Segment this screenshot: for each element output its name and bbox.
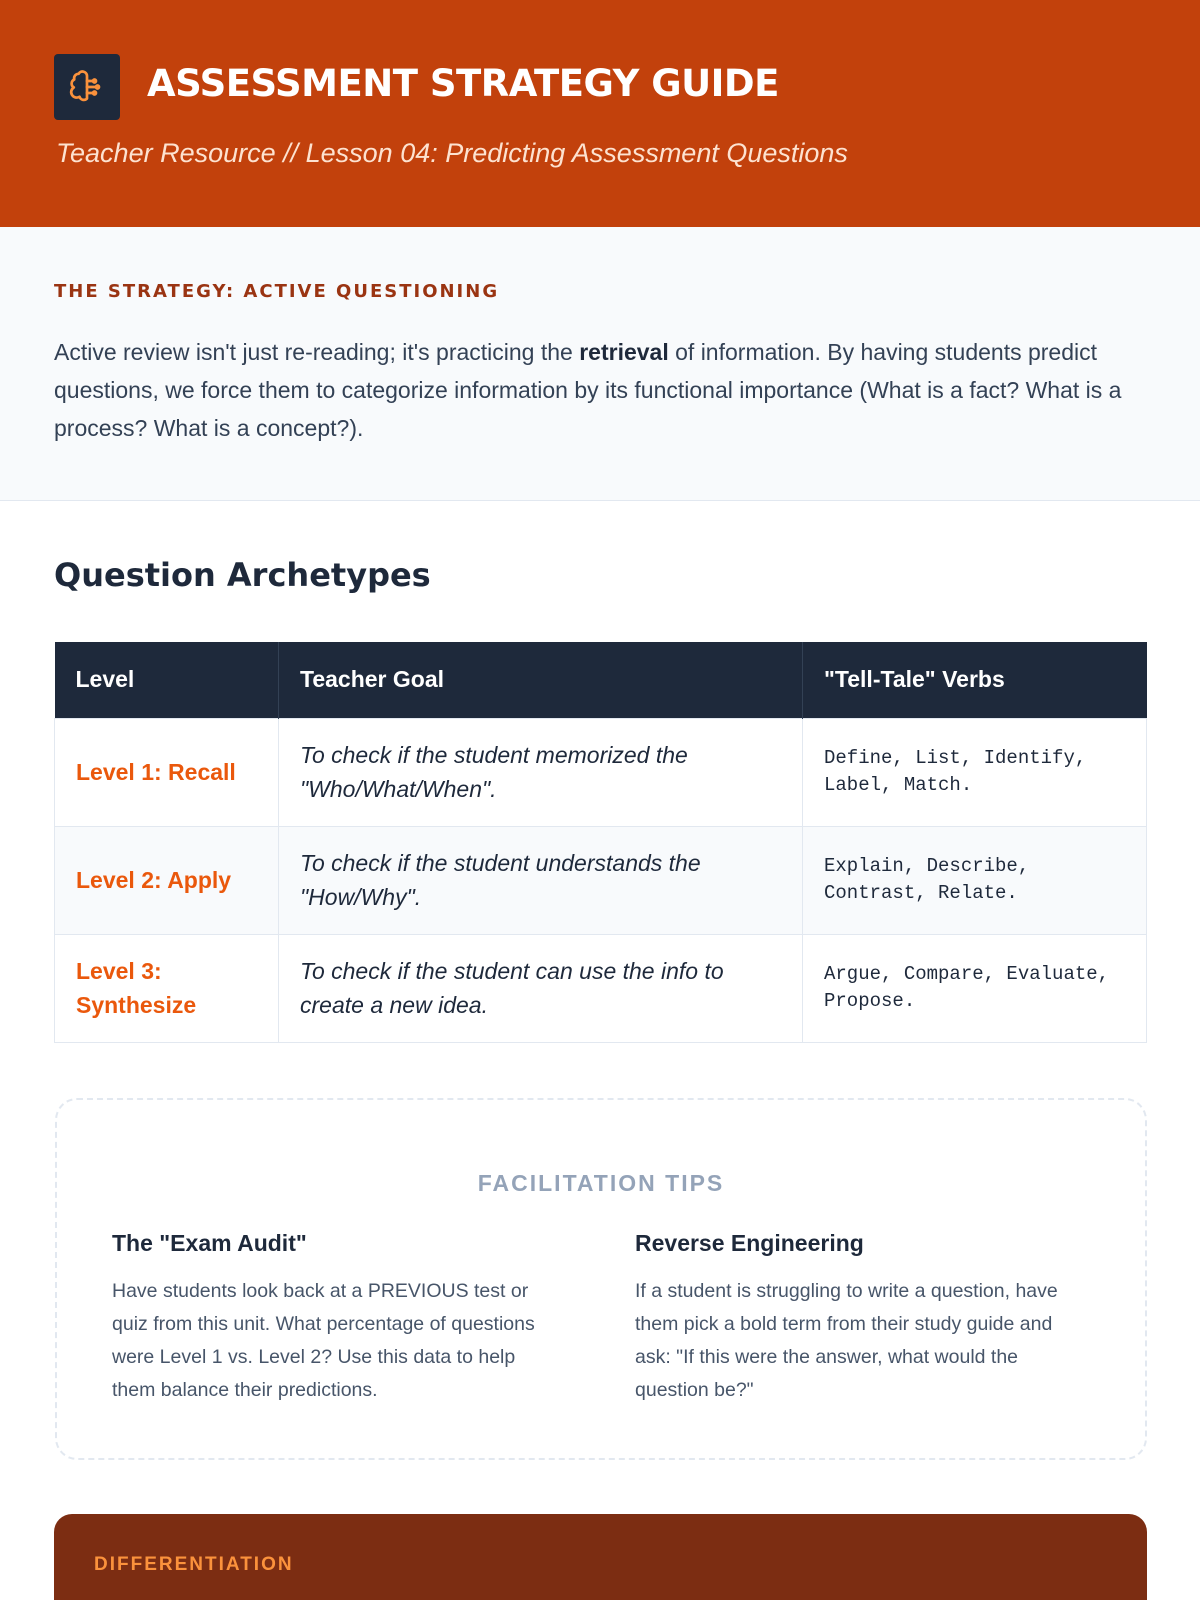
strategy-section — [0, 227, 1200, 501]
strategy-label: THE STRATEGY: ACTIVE QUESTIONING — [54, 281, 500, 302]
row-goal: To check if the student understands the "How/Why". — [279, 826, 803, 934]
header-goal: Teacher Goal — [279, 642, 803, 718]
table-row — [55, 934, 1147, 1042]
header-level: Level — [55, 642, 279, 718]
row-goal: To check if the student memorized the "Who/What/When". — [279, 718, 803, 826]
tip-body: Have students look back at a PREVIOUS test or quiz from this unit. What percentage of questions were Level 1 vs. Level 2? Use this data to help them balance their predictions. — [112, 1280, 535, 1401]
row-goal: To check if the student can use the info to create a new idea. — [279, 934, 803, 1042]
row-level: Level 3: Synthesize — [55, 934, 279, 1042]
table-row — [55, 718, 1147, 826]
strategy-text — [54, 333, 1154, 447]
strategy-text-before: Active review isn't just re-reading; it's practicing the — [54, 339, 580, 365]
differentiation-label: DIFFERENTIATION — [94, 1554, 294, 1575]
brain-icon — [69, 69, 105, 105]
tip-heading: Reverse Engineering — [635, 1230, 864, 1256]
tip-reverse-engineering — [635, 1230, 1085, 1407]
page-header — [0, 0, 1200, 227]
row-verbs: Argue, Compare, Evaluate, Propose. — [803, 934, 1147, 1042]
strategy-text-bold: retrieval — [579, 339, 669, 365]
tips-title: FACILITATION TIPS — [477, 1170, 725, 1196]
tip-heading: The "Exam Audit" — [112, 1230, 307, 1256]
facilitation-tips-box — [55, 1098, 1147, 1460]
differentiation-section — [54, 1514, 1147, 1600]
logo — [54, 54, 120, 120]
header-verbs: "Tell-Tale" Verbs — [803, 642, 1147, 718]
row-verbs: Explain, Describe, Contrast, Relate. — [803, 826, 1147, 934]
row-level: Level 1: Recall — [55, 718, 279, 826]
table-header-row — [55, 642, 1147, 718]
strategy-text-after: of information. By having students predict questions, we force them to categorize information by its functional importance (What is a fact? What is a process? What is a concept?). — [54, 339, 1122, 441]
archetypes-heading: Question Archetypes — [54, 556, 431, 594]
page-subtitle: Teacher Resource // Lesson 04: Predicting Assessment Questions — [56, 138, 848, 168]
page-title: ASSESSMENT STRATEGY GUIDE — [147, 62, 779, 105]
row-verbs: Define, List, Identify, Label, Match. — [803, 718, 1147, 826]
tip-exam-audit — [112, 1230, 562, 1407]
table-row — [55, 826, 1147, 934]
archetypes-table — [54, 642, 1147, 1043]
tip-body: If a student is struggling to write a question, have them pick a bold term from their study guide and ask: "If this were the answer, what would the question be?" — [635, 1280, 1058, 1401]
row-level: Level 2: Apply — [55, 826, 279, 934]
